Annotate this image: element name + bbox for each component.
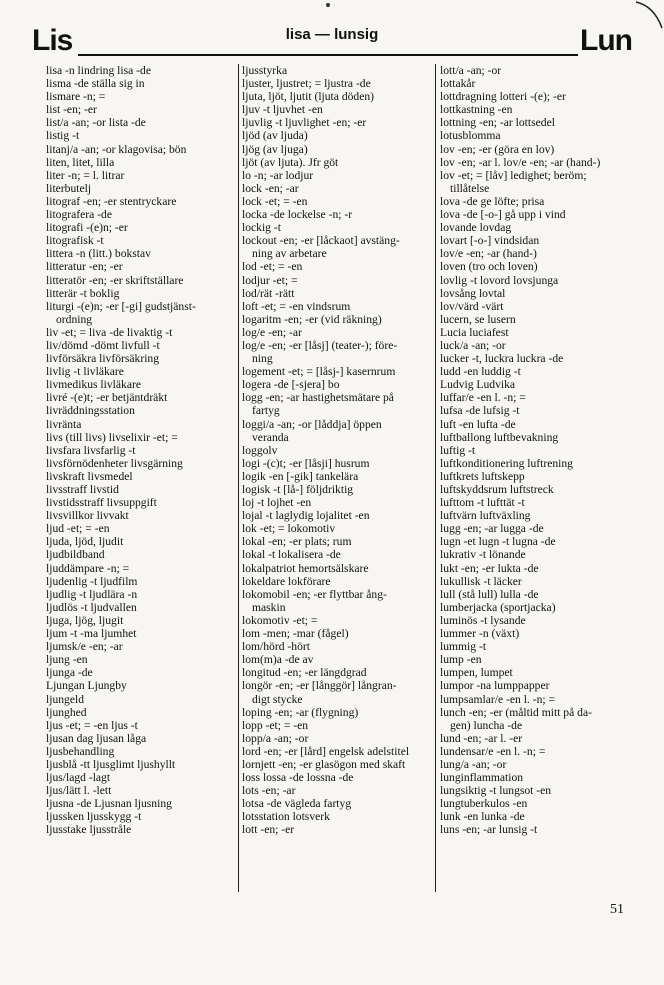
dictionary-entry: ljuga, ljög, ljugit <box>46 613 124 627</box>
dictionary-entry: ljöt (av ljuta). Jfr göt <box>242 155 339 169</box>
dictionary-entry: lod/rät -rätt <box>242 286 295 300</box>
dictionary-column-3 <box>440 64 636 837</box>
dictionary-entry: lugg -en; -ar lugga -de <box>440 522 544 536</box>
dictionary-entry: lugn -et lugn -t lugna -de <box>440 535 556 549</box>
dictionary-entry: lotusblomma <box>440 129 501 143</box>
dictionary-entry: lottning -en; -ar lottsedel <box>440 116 555 130</box>
dictionary-entry: loj -t lojhet -en <box>242 496 312 510</box>
dictionary-entry: lumpen, lumpet <box>440 666 513 680</box>
dictionary-entry: lord -en; -er [lård] engelsk adelstitel <box>242 744 410 758</box>
dictionary-entry: log/e -en; -er [låsj] (teater-); före- <box>242 338 398 352</box>
dictionary-entry: ljusstyrka <box>242 64 288 77</box>
dictionary-entry: ljungeld <box>46 692 84 706</box>
dictionary-entry: logi -(c)t; -er [låsji] husrum <box>242 456 370 470</box>
dictionary-entry: lottakår <box>440 77 476 91</box>
dictionary-entry: litografisk -t <box>46 234 104 248</box>
dictionary-entry: ljusan dag ljusan låga <box>46 731 147 745</box>
dictionary-entry: litografi -(e)n; -er <box>46 221 128 235</box>
dictionary-entry: litterär -t boklig <box>46 286 120 300</box>
dictionary-entry: lokalpatriot hemortsälskare <box>242 561 369 575</box>
dictionary-entry: lock -en; -ar <box>242 181 299 195</box>
dictionary-entry: luftkrets luftskepp <box>440 469 525 483</box>
dictionary-entry: lukullisk -t läcker <box>440 574 522 588</box>
dictionary-entry: livré -(e)t; -er betjäntdräkt <box>46 391 168 405</box>
dictionary-entry: longitud -en; -er längdgrad <box>242 666 367 680</box>
header-rule <box>78 54 578 56</box>
dictionary-entry: lott -en; -er <box>242 823 295 837</box>
dictionary-entry: lukrativ -t lönande <box>440 548 526 562</box>
dictionary-entry: lock -et; = -en <box>242 194 308 208</box>
dictionary-entry: lovsång lovtal <box>440 286 506 300</box>
dictionary-entry: lull (stå lull) lulla -de <box>440 587 539 601</box>
dictionary-entry: lundensar/e -en l. -n; = <box>440 744 546 758</box>
dictionary-entry: lots -en; -ar <box>242 784 296 798</box>
dictionary-entry: livränta <box>46 417 82 431</box>
dictionary-entry: litografera -de <box>46 208 112 222</box>
dictionary-entry: Ludvig Ludvika <box>440 378 516 392</box>
dictionary-entry: lov/värd -värt <box>440 299 504 313</box>
dictionary-entry: ning <box>252 352 273 366</box>
page-range-title: lisa — lunsig <box>285 26 379 43</box>
dictionary-entry: liturgi -(e)n; -er [-gi] gudstjänst- <box>46 299 196 313</box>
dictionary-entry: list -en; -er <box>46 103 97 117</box>
dictionary-entry: lockig -t <box>242 221 281 235</box>
dictionary-entry: livsvillkor livvakt <box>46 509 129 523</box>
dictionary-entry: digt stycke <box>252 692 303 706</box>
dictionary-entry: ljusna -de Ljusnan ljusning <box>46 797 172 811</box>
dictionary-entry: lucker -t, luckra luckra -de <box>440 352 564 366</box>
dictionary-entry: gen) luncha -de <box>450 718 523 732</box>
dictionary-entry: lucern, se lusern <box>440 312 516 326</box>
dictionary-column-2 <box>242 64 438 837</box>
dictionary-entry: lokal -t lokalisera -de <box>242 548 341 562</box>
dictionary-entry: lungsiktig -t lungsot -en <box>440 784 552 798</box>
dictionary-entry: lornjett -en; -er glasögon med skaft <box>242 757 406 771</box>
dictionary-entry: littera -n (litt.) bokstav <box>46 247 151 261</box>
dictionary-entry: ljunghed <box>46 705 87 719</box>
dictionary-entry: ljus/lagd -lagt <box>46 771 111 785</box>
dictionary-entry: lok -et; = lokomotiv <box>242 522 336 536</box>
dictionary-entry: logaritm -en; -er (vid räkning) <box>242 312 382 326</box>
dictionary-entry: livstidsstraff livsuppgift <box>46 496 157 510</box>
dictionary-entry: lojal -t laglydig lojalitet -en <box>242 509 370 523</box>
dictionary-column-1 <box>46 64 242 837</box>
dictionary-entry: lunch -en; -er (måltid mitt på da- <box>440 705 592 719</box>
dictionary-entry: ljumsk/e -en; -ar <box>46 640 123 654</box>
dictionary-entry: lumberjacka (sportjacka) <box>440 600 556 614</box>
dictionary-entry: luft -en lufta -de <box>440 417 516 431</box>
dictionary-entry: loggi/a -an; -or [låddja] öppen <box>242 417 382 431</box>
dictionary-entry: ljusstake ljusstråle <box>46 823 132 837</box>
dictionary-entry: liv/dömd -dömt livfull -t <box>46 338 160 352</box>
dictionary-entry: lottkastning -en <box>440 103 513 117</box>
dictionary-entry: loft -et; = -en vindsrum <box>242 299 351 313</box>
dictionary-entry: fartyg <box>252 404 280 418</box>
dictionary-entry: lummig -t <box>440 640 487 654</box>
dictionary-entry: lukt -en; -er lukta -de <box>440 561 539 575</box>
dictionary-entry: logisk -t [lå-] följdriktig <box>242 483 354 496</box>
dictionary-entry: lumpsamlar/e -en l. -n; = <box>440 692 556 706</box>
dictionary-entry: luftvärn luftväxling <box>440 509 531 523</box>
dictionary-entry: lung/a -an; -or <box>440 757 507 771</box>
dictionary-entry: luftskyddsrum luftstreck <box>440 483 554 496</box>
page-corner-fold <box>634 0 664 30</box>
dictionary-entry: ljudlös -t ljudvallen <box>46 600 137 614</box>
dictionary-entry: luffar/e -en l. -n; = <box>440 391 526 405</box>
dictionary-entry: ljussken ljusskygg -t <box>46 810 142 824</box>
dictionary-entry: lufttom -t lufttät -t <box>440 496 525 510</box>
dictionary-entry: livsförnödenheter livsgärning <box>46 456 183 470</box>
dictionary-entry: lund -en; -ar l. -er <box>440 731 523 745</box>
dictionary-entry: lottdragning lotteri -(e); -er <box>440 90 566 104</box>
dictionary-entry: ljung -en <box>46 653 88 667</box>
dictionary-entry: lopp/a -an; -or <box>242 731 309 745</box>
dictionary-entry: lom(m)a -de av <box>242 653 314 667</box>
dictionary-entry: ljum -t -ma ljumhet <box>46 627 137 641</box>
dictionary-entry: lotsstation lotsverk <box>242 810 330 824</box>
dictionary-entry: ljuv -t ljuvhet -en <box>242 103 323 117</box>
dictionary-entry: lov -en; -er (göra en lov) <box>440 142 555 156</box>
dictionary-entry: lov/e -en; -ar (hand-) <box>440 247 537 261</box>
dictionary-entry: litteratur -en; -er <box>46 260 123 274</box>
dictionary-entry: luftkonditionering luftrening <box>440 456 573 470</box>
dictionary-entry: livs (till livs) livselixir -et; = <box>46 430 178 444</box>
dictionary-entry: lova -de [-o-] gå upp i vind <box>440 208 566 222</box>
dictionary-entry: loggolv <box>242 443 278 457</box>
dictionary-entry: ludd -en luddig -t <box>440 365 521 379</box>
dictionary-entry: ljud -et; = -en <box>46 522 110 536</box>
dictionary-entry: ljög (av ljuga) <box>242 142 308 156</box>
dictionary-entry: longör -en; -er [långgör] långran- <box>242 679 397 693</box>
dictionary-entry: litograf -en; -er stentryckare <box>46 194 177 208</box>
dictionary-entry: lott/a -an; -or <box>440 64 502 77</box>
dictionary-entry: lod -et; = -en <box>242 260 303 274</box>
dictionary-entry: ljusbehandling <box>46 744 115 758</box>
dictionary-entry: lopp -et; = -en <box>242 718 309 732</box>
dictionary-entry: litteratör -en; -er skriftställare <box>46 273 184 287</box>
dictionary-entry: ljus -et; = -en ljus -t <box>46 718 138 732</box>
dictionary-entry: ning av arbetare <box>252 247 327 261</box>
dictionary-entry: liten, litet, lilla <box>46 155 115 169</box>
print-dot <box>326 3 330 7</box>
dictionary-entry: lov -et; = [låv] ledighet; beröm; <box>440 168 587 182</box>
page-header <box>32 18 632 62</box>
dictionary-entry: ljuta, ljöt, ljutit (ljuta döden) <box>242 90 375 104</box>
dictionary-entry: lom -men; -mar (fågel) <box>242 627 349 641</box>
dictionary-entry: lotsa -de vägleda fartyg <box>242 797 352 811</box>
dictionary-entry: livsfara livsfarlig -t <box>46 443 136 457</box>
dictionary-entry: livskraft livsmedel <box>46 469 133 483</box>
dictionary-entry: tillåtelse <box>450 181 490 195</box>
dictionary-entry: lo -n; -ar lodjur <box>242 168 314 182</box>
dictionary-entry: list/a -an; -or lista -de <box>46 116 146 130</box>
dictionary-entry: lockout -en; -er [låckaot] avstäng- <box>242 234 400 248</box>
dictionary-entry: lokomotiv -et; = <box>242 613 318 627</box>
dictionary-entry: livmedikus livläkare <box>46 378 141 392</box>
dictionary-entry: lunginflammation <box>440 771 524 785</box>
dictionary-entry: ljunga -de <box>46 666 93 680</box>
dictionary-entry: loven (tro och loven) <box>440 260 538 274</box>
dictionary-entry: lufsa -de lufsig -t <box>440 404 520 418</box>
dictionary-entry: ljuda, ljöd, ljudit <box>46 535 124 549</box>
dictionary-entry: luminös -t lysande <box>440 613 526 627</box>
dictionary-entry: Lucia luciafest <box>440 325 509 339</box>
dictionary-entry: logera -de [-sjera] bo <box>242 378 340 392</box>
dictionary-entry: lovart [-o-] vindsidan <box>440 234 540 248</box>
dictionary-entry: ljöd (av ljuda) <box>242 129 308 143</box>
dictionary-entry: loping -en; -ar (flygning) <box>242 705 359 719</box>
dictionary-entry: lom/hörd -hört <box>242 640 310 654</box>
page-number: 51 <box>610 902 624 917</box>
dictionary-entry: lodjur -et; = <box>242 273 298 287</box>
dictionary-entry: luns -en; -ar lunsig -t <box>440 823 538 837</box>
dictionary-entry: luftig -t <box>440 443 476 457</box>
dictionary-entry: litanj/a -an; -or klagovisa; bön <box>46 142 187 156</box>
dictionary-entry: logik -en [-gik] tankelära <box>242 469 359 483</box>
dictionary-entry: livförsäkra livförsäkring <box>46 352 160 366</box>
dictionary-entry: lungtuberkulos -en <box>440 797 528 811</box>
dictionary-entry: lunk -en lunka -de <box>440 810 525 824</box>
guide-word-left: Lis <box>32 24 73 57</box>
dictionary-entry: ljus/lätt l. -lett <box>46 784 112 798</box>
dictionary-entry: Ljungan Ljungby <box>46 679 127 693</box>
dictionary-entry: ljuvlig -t ljuvlighet -en; -er <box>242 116 367 130</box>
dictionary-entry: lumpor -na lumppapper <box>440 679 550 693</box>
dictionary-entry: maskin <box>252 600 286 614</box>
guide-word-right: Lun <box>580 24 632 57</box>
dictionary-entry: liv -et; = liva -de livaktig -t <box>46 325 173 339</box>
dictionary-entry: lisma -de ställa sig in <box>46 77 145 91</box>
dictionary-entry: log/e -en; -ar <box>242 325 302 339</box>
dictionary-entry: livlig -t livläkare <box>46 365 124 379</box>
dictionary-entry: ljudenlig -t ljudfilm <box>46 574 138 588</box>
dictionary-entry: loss lossa -de lossna -de <box>242 771 354 785</box>
dictionary-entry: ljudbildband <box>46 548 105 562</box>
dictionary-entry: livsstraff livstid <box>46 483 119 496</box>
dictionary-entry: luftballong luftbevakning <box>440 430 559 444</box>
dictionary-entry: lump -en <box>440 653 482 667</box>
dictionary-entry: lovlig -t lovord lovsjunga <box>440 273 559 287</box>
dictionary-entry: lismare -n; = <box>46 90 106 104</box>
dictionary-entry: lummer -n (växt) <box>440 627 520 641</box>
dictionary-entry: ljuster, ljustret; = ljustra -de <box>242 77 371 91</box>
dictionary-entry: ljudlig -t ljudlära -n <box>46 587 138 601</box>
dictionary-entry: ordning <box>56 312 93 326</box>
dictionary-entry: lova -de ge löfte; prisa <box>440 194 545 208</box>
dictionary-entry: liter -n; = l. litrar <box>46 168 125 182</box>
dictionary-entry: locka -de lockelse -n; -r <box>242 208 353 222</box>
dictionary-entry: listig -t <box>46 129 80 143</box>
dictionary-entry: literbutelj <box>46 181 92 195</box>
dictionary-entry: lokal -en; -er plats; rum <box>242 535 352 549</box>
dictionary-entry: logg -en; -ar hastighetsmätare på <box>242 391 394 405</box>
dictionary-entry: luck/a -an; -or <box>440 338 506 352</box>
dictionary-entry: lovande lovdag <box>440 221 512 235</box>
dictionary-entry: livräddningsstation <box>46 404 135 418</box>
dictionary-entry: veranda <box>252 430 289 444</box>
dictionary-entry: lov -en; -ar l. lov/e -en; -ar (hand-) <box>440 155 601 169</box>
dictionary-entry: ljusblå -tt ljusglimt ljushyllt <box>46 757 176 771</box>
dictionary-entry: lokeldare lokförare <box>242 574 331 588</box>
dictionary-entry: lokomobil -en; -er flyttbar ång- <box>242 587 387 601</box>
dictionary-entry: logement -et; = [låsj-] kasernrum <box>242 365 396 379</box>
dictionary-entry: lisa -n lindring lisa -de <box>46 64 151 77</box>
dictionary-entry: ljuddämpare -n; = <box>46 561 130 575</box>
